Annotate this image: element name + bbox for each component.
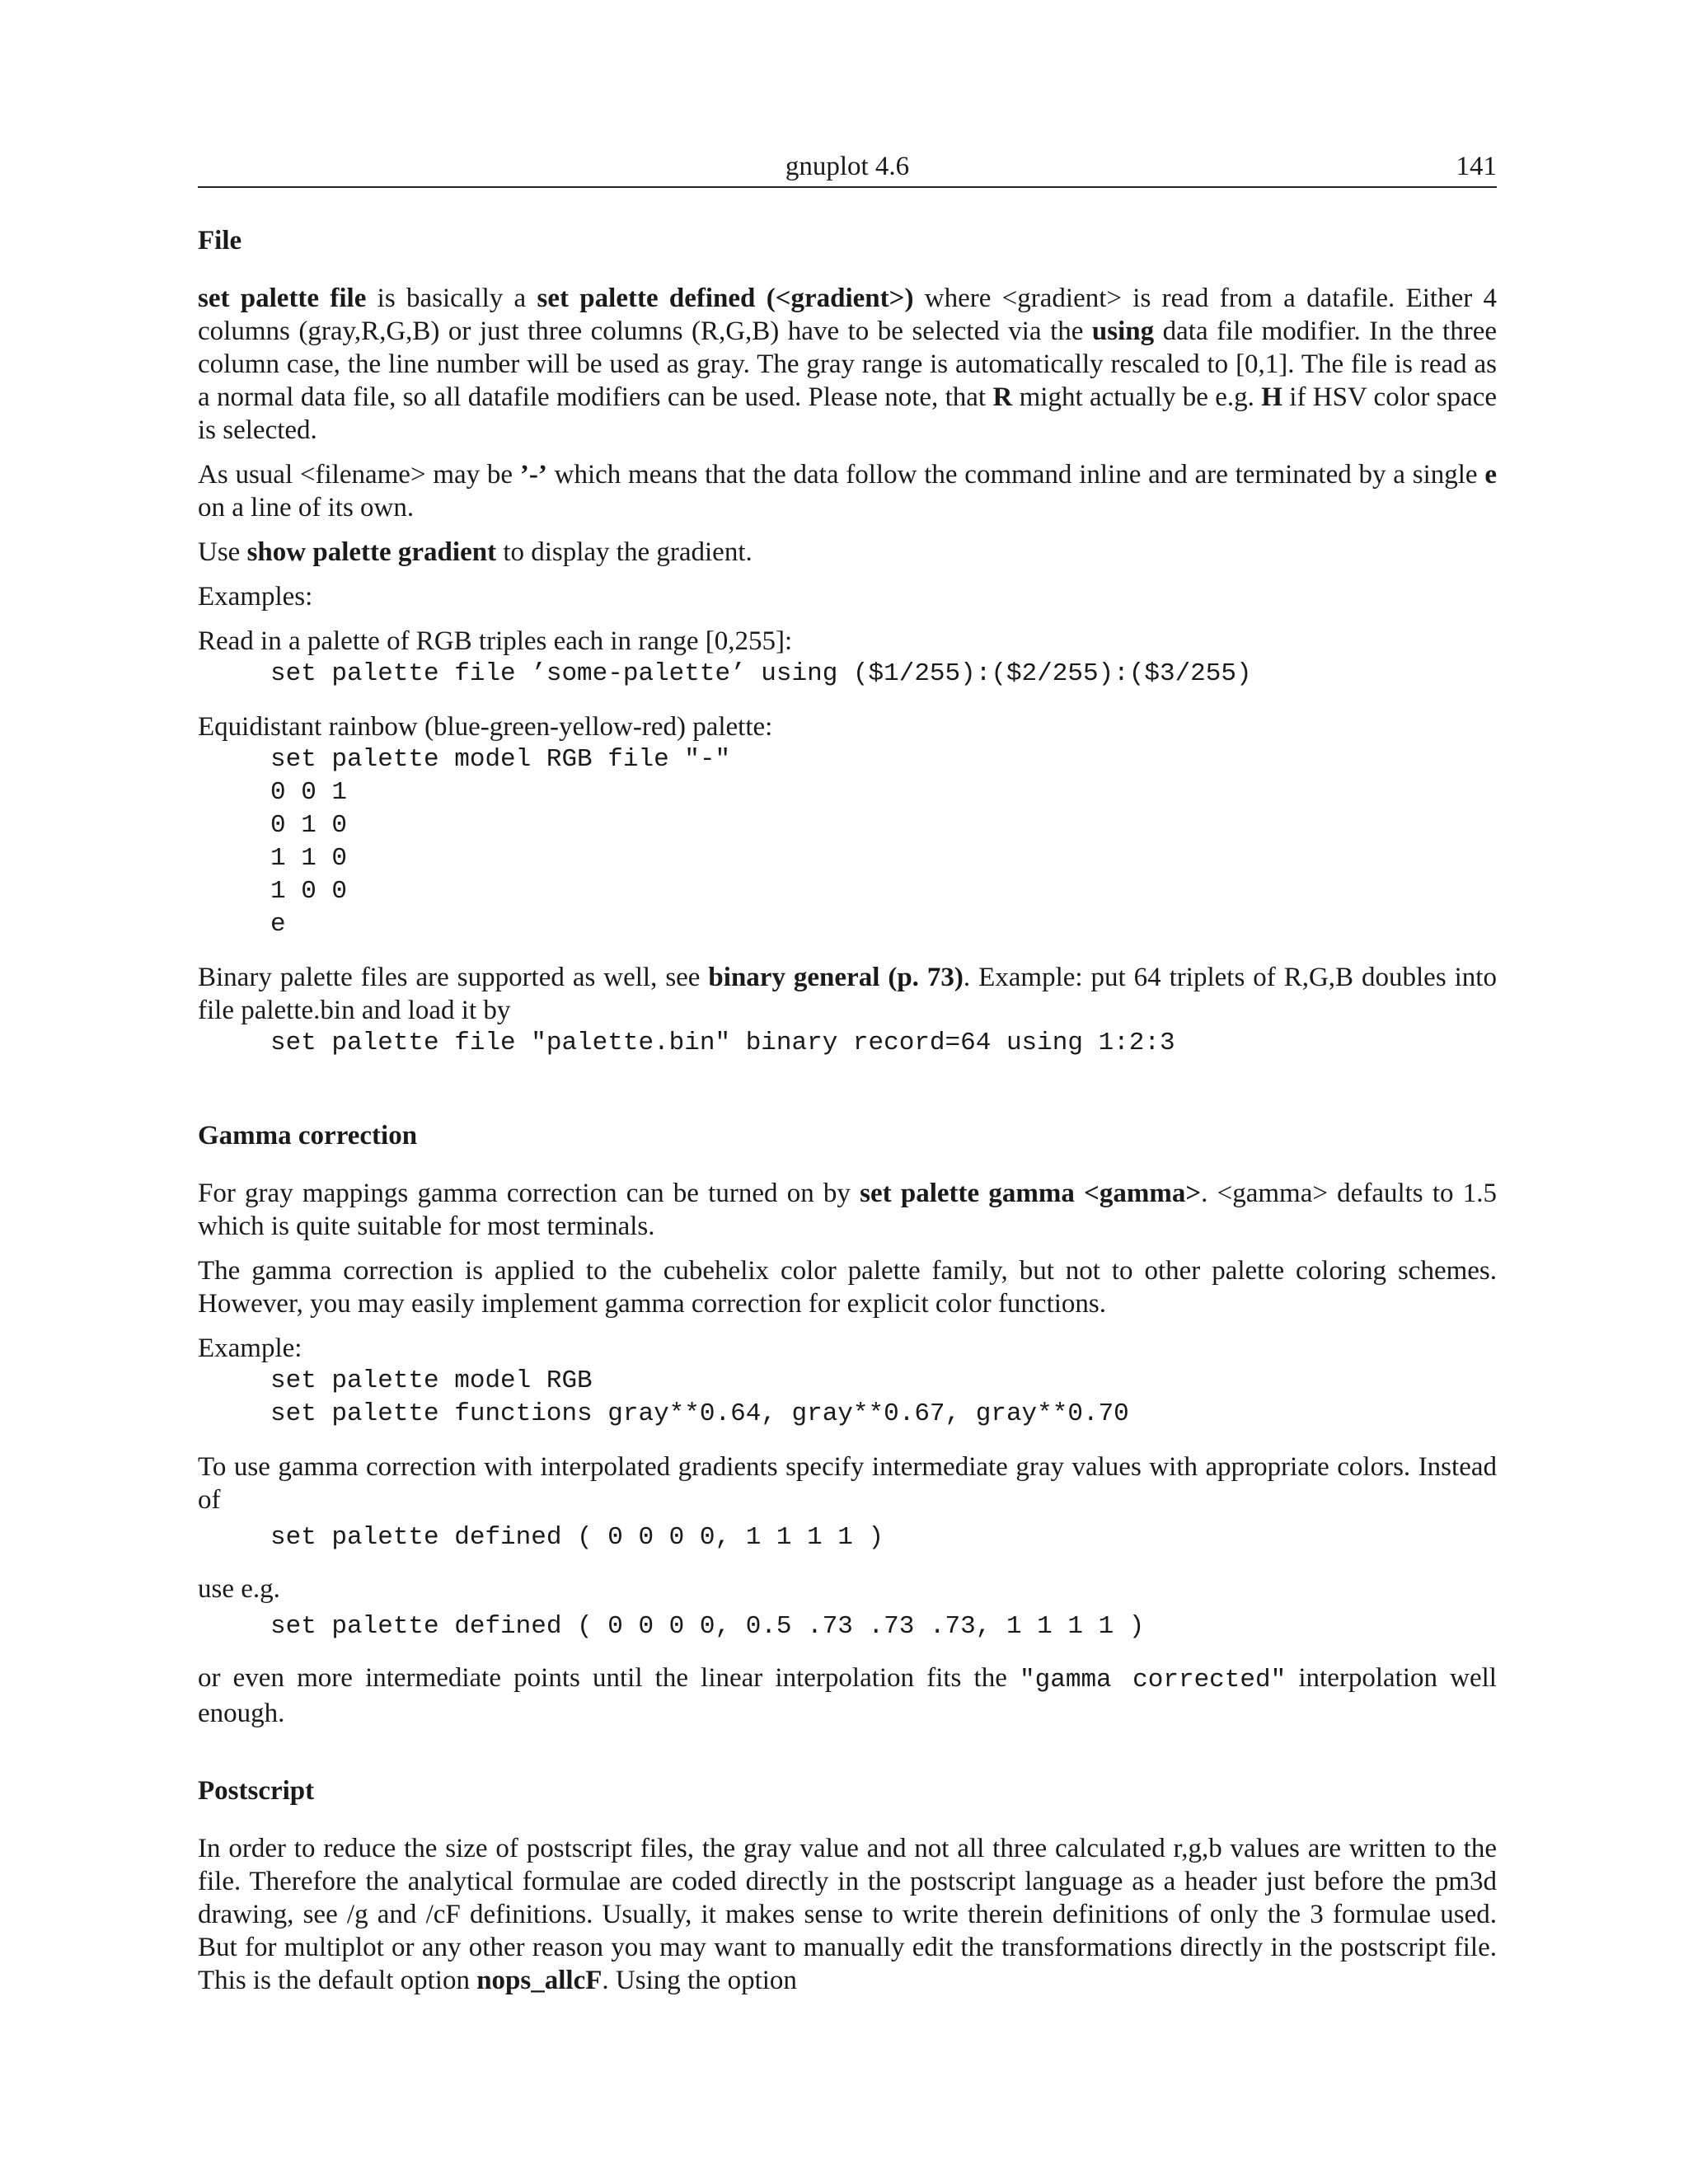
- gamma-paragraph-1: [198, 1177, 1497, 1243]
- file-paragraph-2: [198, 458, 1497, 524]
- code-example-3: set palette file "palette.bin" binary record=64 using 1:2:3: [270, 1029, 1175, 1057]
- text-run: if HSV color space is selected.: [198, 382, 1497, 445]
- examples-label: Examples:: [198, 582, 313, 612]
- gamma-code-example-2: set palette defined ( 0 0 0 0, 1 1 1 1 ): [270, 1523, 884, 1552]
- gamma-example-label: Example:: [198, 1333, 302, 1363]
- text-run: to display the gradient.: [496, 537, 753, 567]
- example-2-caption: Equidistant rainbow (blue-green-yellow-red) palette:: [198, 712, 773, 742]
- cmd-set-palette-defined: set palette defined (<gradient>): [537, 284, 914, 313]
- file-paragraph-binary: [198, 961, 1497, 1027]
- code-line: 1 0 0: [270, 877, 348, 906]
- running-header: [198, 148, 1497, 188]
- header-title: gnuplot 4.6: [785, 152, 910, 181]
- code-line: set palette model RGB: [270, 1366, 593, 1395]
- file-paragraph-1: [198, 282, 1497, 447]
- gamma-code-example-1: [270, 1365, 1497, 1431]
- text-run: which means that the data follow the command inline and are terminated by a single: [546, 460, 1485, 490]
- keyword-e: e: [1484, 460, 1498, 490]
- gamma-paragraph-2: The gamma correction is applied to the cubehelix color palette family, but not to other palette coloring schemes. However, you may easily implement gamma correction for explicit color functions.: [198, 1256, 1497, 1319]
- section-heading-postscript: Postscript: [198, 1776, 315, 1806]
- code-line: 1 1 0: [270, 844, 348, 873]
- keyword-nops-allcf: nops_allcF: [476, 1966, 603, 1995]
- keyword-using: using: [1091, 316, 1155, 346]
- text-run: on a line of its own.: [198, 493, 415, 523]
- inline-code-gamma-corrected: "gamma corrected": [1020, 1666, 1287, 1694]
- code-example-1: set palette file ’some-palette’ using ($1/255):($2/255):($3/255): [270, 659, 1252, 688]
- file-paragraph-3: [198, 536, 1497, 569]
- gamma-paragraph-3: To use gamma correction with interpolated gradients specify intermediate gray values with appropriate colors. Instead of: [198, 1452, 1497, 1515]
- text-run: or even more intermediate points until the linear interpolation fits the: [198, 1663, 1020, 1693]
- code-example-2: [270, 743, 1497, 941]
- text-run: Binary palette files are supported as well, see: [198, 963, 709, 992]
- text-run: . Using the option: [602, 1966, 797, 1995]
- text-run: data file modifier. In the three column case, the line number will be used as gray. The gray range is automatically rescaled to [0,1]. The file is read as a normal data file, so all datafile modifiers can be used. Please note, that: [198, 316, 1497, 412]
- text-run: Use: [198, 537, 247, 567]
- section-heading-file: File: [198, 226, 242, 255]
- text-run: . <gamma> defaults to 1.5 which is quite suitable for most terminals.: [198, 1179, 1498, 1241]
- text-run: is basically a: [366, 284, 537, 313]
- page-number: 141: [1456, 152, 1497, 181]
- text-run: For gray mappings gamma correction can be turned on by: [198, 1179, 860, 1208]
- keyword-r: R: [992, 382, 1013, 412]
- cmd-set-palette-gamma: set palette gamma <gamma>: [860, 1179, 1202, 1208]
- cmd-set-palette-file: set palette file: [198, 284, 367, 313]
- section-heading-gamma: Gamma correction: [198, 1121, 418, 1151]
- code-line: set palette model RGB file "-": [270, 745, 731, 774]
- keyword-h: H: [1261, 382, 1282, 412]
- postscript-paragraph-1: [198, 1832, 1497, 1997]
- text-run: As usual <filename> may be: [198, 460, 520, 490]
- text-run: interpolation well enough.: [198, 1663, 1497, 1728]
- gamma-code-example-3: set palette defined ( 0 0 0 0, 0.5 .73 .73 .73, 1 1 1 1 ): [270, 1612, 1145, 1641]
- link-binary-general[interactable]: binary general (p. 73): [708, 963, 964, 992]
- text-run: . Example: put 64 triplets of R,G,B doubles into file palette.bin and load it by: [198, 963, 1497, 1025]
- code-line: e: [270, 910, 286, 939]
- cmd-show-palette-gradient: show palette gradient: [246, 537, 497, 567]
- text-run: where <gradient> is read from a datafile. Either 4 columns (gray,R,G,B) or just three columns (R,G,B) have to be selected via the: [198, 284, 1498, 346]
- code-line: set palette functions gray**0.64, gray**0.67, gray**0.70: [270, 1399, 1129, 1428]
- page-content: [198, 224, 1497, 2008]
- code-line: 0 1 0: [270, 811, 348, 840]
- text-run: might actually be e.g.: [1012, 382, 1262, 412]
- text-run: In order to reduce the size of postscript files, the gray value and not all three calculated r,g,b values are written to the file. Therefore the analytical formulae are coded directly in the postscript language as a header just before the pm3d drawing, see /g and /cF definitions. Usually, it makes sense to write therein definitions of only the 3 formulae used. But for multiplot or any other reason you may want to manually edit the transformations directly in the postscript file. This is the default option: [198, 1834, 1497, 1995]
- keyword-dash: ’-’: [519, 460, 547, 490]
- gamma-paragraph-4: [198, 1661, 1497, 1730]
- example-1-caption: Read in a palette of RGB triples each in range [0,255]:: [198, 626, 793, 656]
- gamma-use-eg: use e.g.: [198, 1574, 280, 1604]
- code-line: 0 0 1: [270, 778, 348, 807]
